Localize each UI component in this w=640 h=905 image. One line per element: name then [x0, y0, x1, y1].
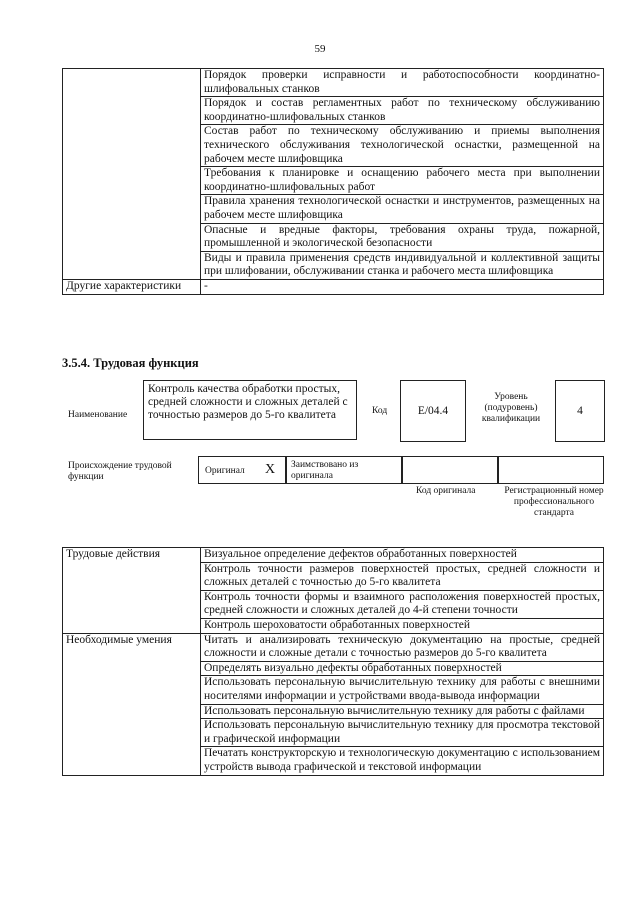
borrowed-label: Заимствовано из оригинала	[291, 460, 359, 481]
registration-number-caption: Регистрационный номер профессионального стандарта	[504, 486, 604, 518]
group-label-skills: Необходимые умения	[63, 633, 201, 775]
table-row	[63, 548, 604, 563]
table-cell: Правила хранения технологической оснастки и инструментов, размещенных на рабочем месте шлифовщика	[201, 195, 604, 223]
section-heading: 3.5.4. Трудовая функция	[62, 356, 199, 370]
table-row	[63, 69, 604, 97]
origin-label: Происхождение трудовой функции	[68, 461, 172, 482]
code-value: E/04.4	[417, 404, 449, 417]
page-number: 59	[314, 43, 326, 55]
function-name-box	[143, 380, 357, 440]
table-cell: Контроль точности размеров поверхностей простых, средней сложности и сложных деталей с точностью до 5-го квалитета	[201, 562, 604, 590]
table-cell: Читать и анализировать техническую документацию на простые, средней сложности и сложные детали с точностью размеров до 5-го квалитета	[201, 633, 604, 661]
table-cell: Контроль точности формы и взаимного расположения поверхностей простых, средней сложности и сложных деталей до 4-й степени точности	[201, 590, 604, 618]
table-cell: Использовать персональную вычислительную технику для просмотра текстовой и графической информации	[201, 719, 604, 747]
knowledge-table	[62, 68, 604, 295]
name-label: Наименование	[68, 410, 128, 420]
level-box	[555, 380, 605, 442]
code-label: Код	[372, 406, 388, 416]
original-mark: X	[265, 462, 276, 477]
row-label-other: Другие характеристики	[63, 279, 201, 294]
origin-row	[198, 456, 604, 484]
level-value: 4	[577, 404, 583, 417]
table-cell: Использовать персональную вычислительную технику для работы с внешними носителями информации и устройствами ввода-вывода информации	[201, 676, 604, 704]
table-cell: Требования к планировке и оснащению рабочего места при выполнении координатно-шлифовальных работ	[201, 167, 604, 195]
code-box	[400, 380, 466, 442]
original-label: Оригинал	[205, 466, 245, 476]
table-cell: Порядок и состав регламентных работ по техническому обслуживанию координатно-шлифовальных станков	[201, 97, 604, 125]
table-cell: Визуальное определение дефектов обработанных поверхностей	[201, 548, 604, 563]
table-row	[63, 279, 604, 294]
row-label	[63, 69, 201, 280]
table-cell: Виды и правила применения средств индивидуальной и коллективной защиты при шлифовании, обслуживании станка и рабочего места шлифовщика	[201, 251, 604, 279]
registration-number-cell	[498, 456, 604, 484]
level-label: Уровень (подуровень) квалификации	[481, 392, 541, 424]
function-name: Контроль качества обработки простых, средней сложности и сложных деталей с точностью размеров до 5-го квалитета	[148, 383, 348, 421]
table-cell: Порядок проверки исправности и работоспособности координатно-шлифовальных станков	[201, 69, 604, 97]
group-label-actions: Трудовые действия	[63, 548, 201, 634]
table-cell: Использовать персональную вычислительную технику для работы с файлами	[201, 704, 604, 719]
table-cell: Опасные и вредные факторы, требования охраны труда, пожарной, промышленной и экологической безопасности	[201, 223, 604, 251]
table-cell: Контроль шероховатости обработанных поверхностей	[201, 618, 604, 633]
original-cell	[198, 456, 286, 484]
table-cell: Определять визуально дефекты обработанных поверхностей	[201, 661, 604, 676]
table-cell: Печатать конструкторскую и технологическую документацию с использованием устройств вывода графической и текстовой информации	[201, 747, 604, 775]
borrowed-cell	[286, 456, 402, 484]
original-code-cell	[402, 456, 498, 484]
table-row	[63, 633, 604, 661]
original-code-caption: Код оригинала	[416, 486, 476, 496]
table-cell: -	[201, 279, 604, 294]
actions-skills-table	[62, 547, 604, 776]
table-cell: Состав работ по техническому обслуживанию и приемы выполнения технического обслуживания технологической оснастки, размещенной на рабочем месте шлифовщика	[201, 125, 604, 167]
